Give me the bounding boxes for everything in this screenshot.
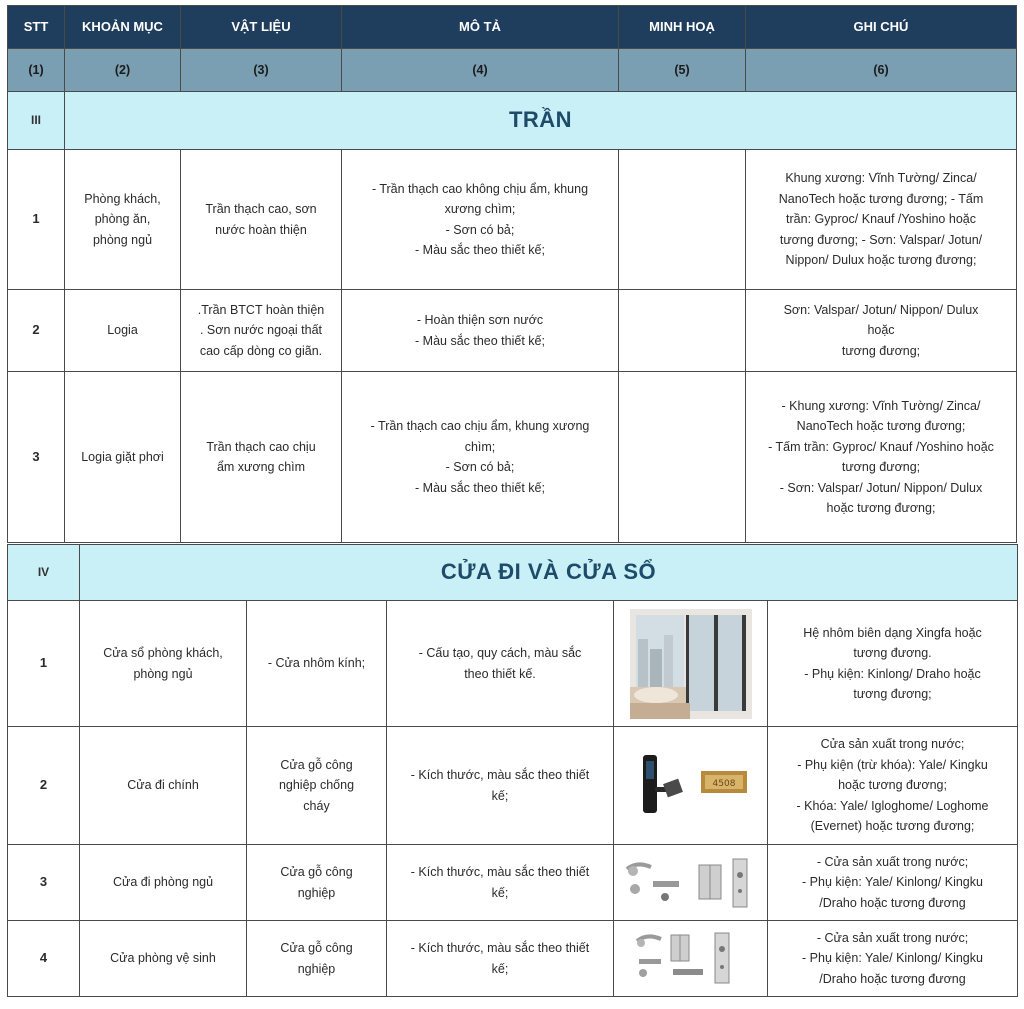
table-row <box>8 601 1018 727</box>
text-line: NanoTech hoặc tương đương; <box>796 419 966 433</box>
text-line: Cửa gỗ công <box>280 757 353 772</box>
text-line: phòng ăn, <box>94 212 151 227</box>
material-cell <box>181 150 342 290</box>
text-line: - Màu sắc theo thiết kế; <box>415 243 545 257</box>
col-number: (2) <box>65 49 181 92</box>
text-line: phòng ngủ <box>92 232 153 247</box>
illustration-cell <box>614 845 768 921</box>
table-row <box>8 372 1017 543</box>
text-line: - Phụ kiện: Yale/ Kinlong/ Kingku <box>802 875 983 890</box>
text-line: theo thiết kế. <box>464 666 536 681</box>
section-number: III <box>8 92 65 150</box>
text-line: Trần thạch cao chịu <box>206 439 316 454</box>
col-number: (1) <box>8 49 65 92</box>
illustration-cell <box>619 372 746 543</box>
text-line: - Khung xương: Vĩnh Tường/ Zinca/ <box>781 398 981 413</box>
text-line: hoặc tương đương; <box>826 501 936 515</box>
door-hardware-photo <box>623 855 759 911</box>
section-number: IV <box>8 545 80 601</box>
material-cell <box>247 601 387 727</box>
col-number: (5) <box>619 49 746 92</box>
col-header-stt: STT <box>8 6 65 49</box>
text-line: Cửa sổ phòng khách, <box>103 646 223 660</box>
text-line: nghiệp chống <box>278 778 355 793</box>
text-line: Cửa đi chính <box>127 778 199 793</box>
text-line: Trần thạch cao, sơn <box>205 202 317 216</box>
text-line: - Cửa sản xuất trong nước; <box>816 930 969 945</box>
text-line: - Màu sắc theo thiết kế; <box>415 333 545 348</box>
text-line: tương đương; <box>841 343 921 358</box>
text-line: - Trần thạch cao không chịu ẩm, khung <box>371 181 589 196</box>
text-line: - Khóa: Yale/ Igloghome/ Loghome <box>796 798 989 813</box>
text-line: - Phụ kiện: Yale/ Kinlong/ Kingku <box>802 951 983 966</box>
text-line: Phòng khách, <box>84 191 161 206</box>
digital-lock-photo <box>631 751 751 821</box>
description-cell <box>342 372 619 543</box>
text-line: - Kích thước, màu sắc theo thiết <box>410 941 590 955</box>
text-line: phòng ngủ <box>133 666 193 681</box>
section-title: CỬA ĐI VÀ CỬA SỔ <box>80 545 1018 601</box>
text-line: - Cửa sản xuất trong nước; <box>816 854 969 869</box>
text-line: chìm; <box>464 439 496 454</box>
col-header-note: GHI CHÚ <box>746 6 1017 49</box>
note-cell <box>746 372 1017 543</box>
header-row <box>8 6 1017 49</box>
text-line: nước hoàn thiện <box>215 222 307 237</box>
text-line: tương đương; - Sơn: Valspar/ Jotun/ <box>779 232 983 247</box>
text-line: - Sơn: Valspar/ Jotun/ Nippon/ Dulux <box>779 480 983 495</box>
text-line: (Evernet) hoặc tương đương; <box>810 819 975 834</box>
description-cell <box>342 290 619 372</box>
text-line: - Hoàn thiện sơn nước <box>416 313 544 327</box>
column-number-row <box>8 49 1017 92</box>
item-cell <box>65 372 181 543</box>
col-number: (4) <box>342 49 619 92</box>
text-line: .Trần BTCT hoàn thiện <box>197 302 325 317</box>
item-cell <box>65 150 181 290</box>
text-line: - Tấm trần: Gyproc/ Knauf /Yoshino hoặc <box>768 439 994 454</box>
text-line: - Sơn có bả; <box>445 460 515 474</box>
text-line: Logia <box>107 323 138 338</box>
text-line: trần: Gyproc/ Knauf /Yoshino hoặc <box>786 212 976 227</box>
material-cell <box>247 727 387 845</box>
window-photo <box>630 609 752 719</box>
description-cell <box>387 845 614 921</box>
table-row <box>8 150 1017 290</box>
item-cell <box>80 845 247 921</box>
text-line: /Draho hoặc tương đương <box>819 971 966 986</box>
text-line: - Cấu tạo, quy cách, màu sắc <box>418 646 582 660</box>
description-cell <box>387 727 614 845</box>
note-cell <box>768 921 1018 997</box>
text-line: Cửa sản xuất trong nước; <box>820 737 965 752</box>
illustration-cell <box>614 921 768 997</box>
text-line: NanoTech hoặc tương đương; - Tấm <box>778 191 984 206</box>
row-number: 3 <box>8 372 65 543</box>
note-cell <box>768 845 1018 921</box>
svg-text:4508: 4508 <box>712 778 735 789</box>
text-line: Hệ nhôm biên dạng Xingfa hoặc <box>803 625 982 640</box>
col-header-item: KHOẢN MỤC <box>65 6 181 49</box>
section-title: TRẦN <box>65 92 1017 150</box>
text-line: Logia giặt phơi <box>81 449 164 464</box>
text-line: cao cấp dòng co giãn. <box>199 343 323 358</box>
section-header-doors-windows <box>8 545 1018 601</box>
note-cell <box>768 727 1018 845</box>
col-number: (3) <box>181 49 342 92</box>
col-number: (6) <box>746 49 1017 92</box>
description-cell <box>342 150 619 290</box>
note-cell <box>746 150 1017 290</box>
text-line: - Phụ kiện (trừ khóa): Yale/ Kingku <box>797 757 988 772</box>
text-line: kế; <box>491 885 509 900</box>
illustration-cell <box>619 290 746 372</box>
table-row <box>8 921 1018 997</box>
illustration-cell <box>619 150 746 290</box>
material-cell <box>181 290 342 372</box>
text-line: kế; <box>491 788 509 803</box>
text-line: Khung xương: Vĩnh Tường/ Zinca/ <box>785 171 977 186</box>
illustration-cell <box>614 727 768 845</box>
text-line: - Màu sắc theo thiết kế; <box>415 480 545 495</box>
illustration-cell <box>614 601 768 727</box>
item-cell <box>80 921 247 997</box>
text-line: Cửa đi phòng ngủ <box>112 875 214 890</box>
text-line: Sơn: Valspar/ Jotun/ Nippon/ Dulux <box>783 302 979 317</box>
row-number: 4 <box>8 921 80 997</box>
item-cell <box>65 290 181 372</box>
text-line: nghiệp <box>297 885 336 900</box>
row-number: 1 <box>8 601 80 727</box>
text-line: - Sơn có bả; <box>445 222 515 237</box>
text-line: Cửa phòng vệ sinh <box>110 951 216 966</box>
col-header-illustration: MINH HOẠ <box>619 6 746 49</box>
note-cell <box>768 601 1018 727</box>
text-line: . Sơn nước ngoại thất <box>199 323 323 338</box>
text-line: tương đương. <box>853 646 932 660</box>
text-line: - Cửa nhôm kính; <box>267 656 366 671</box>
item-cell <box>80 601 247 727</box>
section-header-ceiling <box>8 92 1017 150</box>
col-header-material: VẬT LIỆU <box>181 6 342 49</box>
row-number: 2 <box>8 290 65 372</box>
table-row <box>8 845 1018 921</box>
text-line: nghiệp <box>297 961 336 976</box>
material-cell <box>247 921 387 997</box>
text-line: Cửa gỗ công <box>280 865 353 879</box>
text-line: cháy <box>303 798 330 813</box>
text-line: /Draho hoặc tương đương <box>819 895 966 910</box>
material-cell <box>247 845 387 921</box>
ceiling-table <box>7 5 1017 543</box>
text-line: - Trần thạch cao chịu ẩm, khung xương <box>370 419 590 433</box>
row-number: 2 <box>8 727 80 845</box>
table-row <box>8 290 1017 372</box>
description-cell <box>387 921 614 997</box>
text-line: xương chìm; <box>444 202 516 216</box>
text-line: hoặc <box>867 323 895 338</box>
col-header-description: MÔ TẢ <box>342 6 619 49</box>
text-line: - Kích thước, màu sắc theo thiết <box>410 768 590 782</box>
text-line: kế; <box>491 961 509 976</box>
text-line: - Phụ kiện: Kinlong/ Draho hoặc <box>804 666 981 681</box>
item-cell <box>80 727 247 845</box>
row-number: 3 <box>8 845 80 921</box>
table-row <box>8 727 1018 845</box>
text-line: Cửa gỗ công <box>280 941 353 955</box>
description-cell <box>387 601 614 727</box>
note-cell <box>746 290 1017 372</box>
doors-windows-table <box>7 544 1018 997</box>
text-line: hoặc tương đương; <box>838 778 947 793</box>
text-line: tương đương; <box>841 460 921 474</box>
text-line: Nippon/ Dulux hoặc tương đương; <box>785 253 977 268</box>
text-line: ẩm xương chìm <box>216 460 306 474</box>
row-number: 1 <box>8 150 65 290</box>
door-hardware-photo <box>631 929 751 989</box>
text-line: - Kích thước, màu sắc theo thiết <box>410 865 590 879</box>
material-cell <box>181 372 342 543</box>
text-line: tương đương; <box>853 687 932 701</box>
